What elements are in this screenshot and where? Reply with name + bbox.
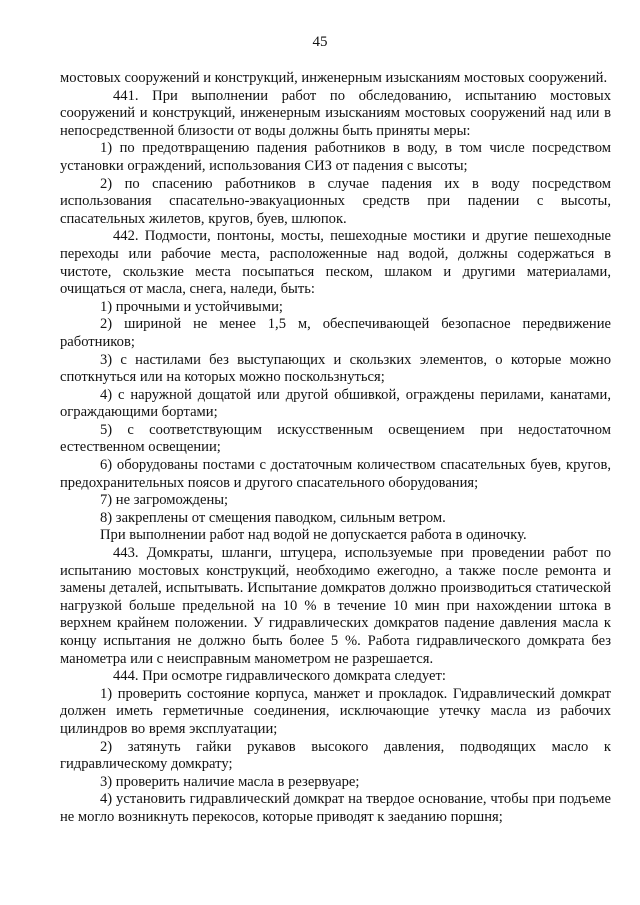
section-441: 441. При выполнении работ по обследованию, испытанию мостовых сооружений и конструкций, инженерным изысканиям мостовых сооружений над или в непосредственной близости от воды должны быть приняты меры: — [60, 87, 611, 139]
list-item: 4) с наружной дощатой или другой обшивкой, ограждены перилами, канатами, ограждающими бортами; — [60, 386, 611, 421]
list-item: 5) с соответствующим искусственным освещением при недостаточном естественном освещении; — [60, 421, 611, 456]
list-item: 3) проверить наличие масла в резервуаре; — [100, 773, 360, 790]
list-item: 3) с настилами без выступающих и скользких элементов, о которые можно споткнуться или на которых можно поскользнуться; — [60, 351, 611, 386]
list-item: 7) не загромождены; — [100, 492, 229, 509]
list-item: 1) по предотвращению падения работников в воду, в том числе посредством установки ограждений, использования СИЗ от падения с высоты; — [60, 140, 611, 174]
section-444: 444. При осмотре гидравлического домкрата следует: — [113, 668, 446, 685]
list-item: 2) шириной не менее 1,5 м, обеспечивающей безопасное передвижение работников; — [60, 316, 611, 350]
list-item: 6) оборудованы постами с достаточным количеством спасательных буев, кругов, предохранительных поясов и другого спасательного оборудования; — [60, 457, 611, 491]
list-item: 1) прочными и устойчивыми; — [100, 298, 283, 315]
page-number: 45 — [312, 34, 328, 50]
paragraph-continuation: мостовых сооружений и конструкций, инженерным изысканиям мостовых сооружений. — [60, 70, 608, 86]
list-item: 8) закреплены от смещения паводком, сильным ветром. — [100, 509, 446, 526]
section-442: 442. Подмости, понтоны, мосты, пешеходные мостики и другие пешеходные переходы или рабочие места, расположенные над водой, должны содержаться в чистоте, скользкие места посыпаться песком, шлаком и другими материалами, очищаться от масла, снега, наледи, быть: — [60, 228, 611, 298]
list-item: 1) проверить состояние корпуса, манжет и прокладок. Гидравлический домкрат должен иметь герметичные соединения, исключающие утечку масла из рабочих цилиндров во время эксплуатации; — [60, 685, 611, 737]
document-body — [60, 70, 611, 827]
list-item: 4) установить гидравлический домкрат на твердое основание, чтобы при подъеме не могло возникнуть перекосов, которые приводят к заеданию поршня; — [60, 791, 611, 825]
list-item: 2) по спасению работников в случае падения их в воду посредством использования спасательно-эвакуационных средств при падении с высоты, спасательных жилетов, кругов, буев, шлюпок. — [60, 175, 611, 227]
paragraph-note: При выполнении работ над водой не допускается работа в одиночку. — [100, 527, 527, 544]
section-443: 443. Домкраты, шланги, штуцера, используемые при проведении работ по испытанию мостовых конструкций, необходимо ежегодно, а также после ремонта и замены деталей, испытывать. Испытание домкратов должно производиться статической нагрузкой больше предельной на 10 % в течение 10 мин при нахождении штока в верхнем крайнем положении. У гидравлических домкратов падение давления масла к концу испытания не должно быть более 5 %. Работа гидравлического домкрата без манометра или с неисправным манометром не разрешается. — [60, 545, 611, 667]
list-item: 2) затянуть гайки рукавов высокого давления, подводящих масло к гидравлическому домкрату; — [60, 738, 611, 773]
